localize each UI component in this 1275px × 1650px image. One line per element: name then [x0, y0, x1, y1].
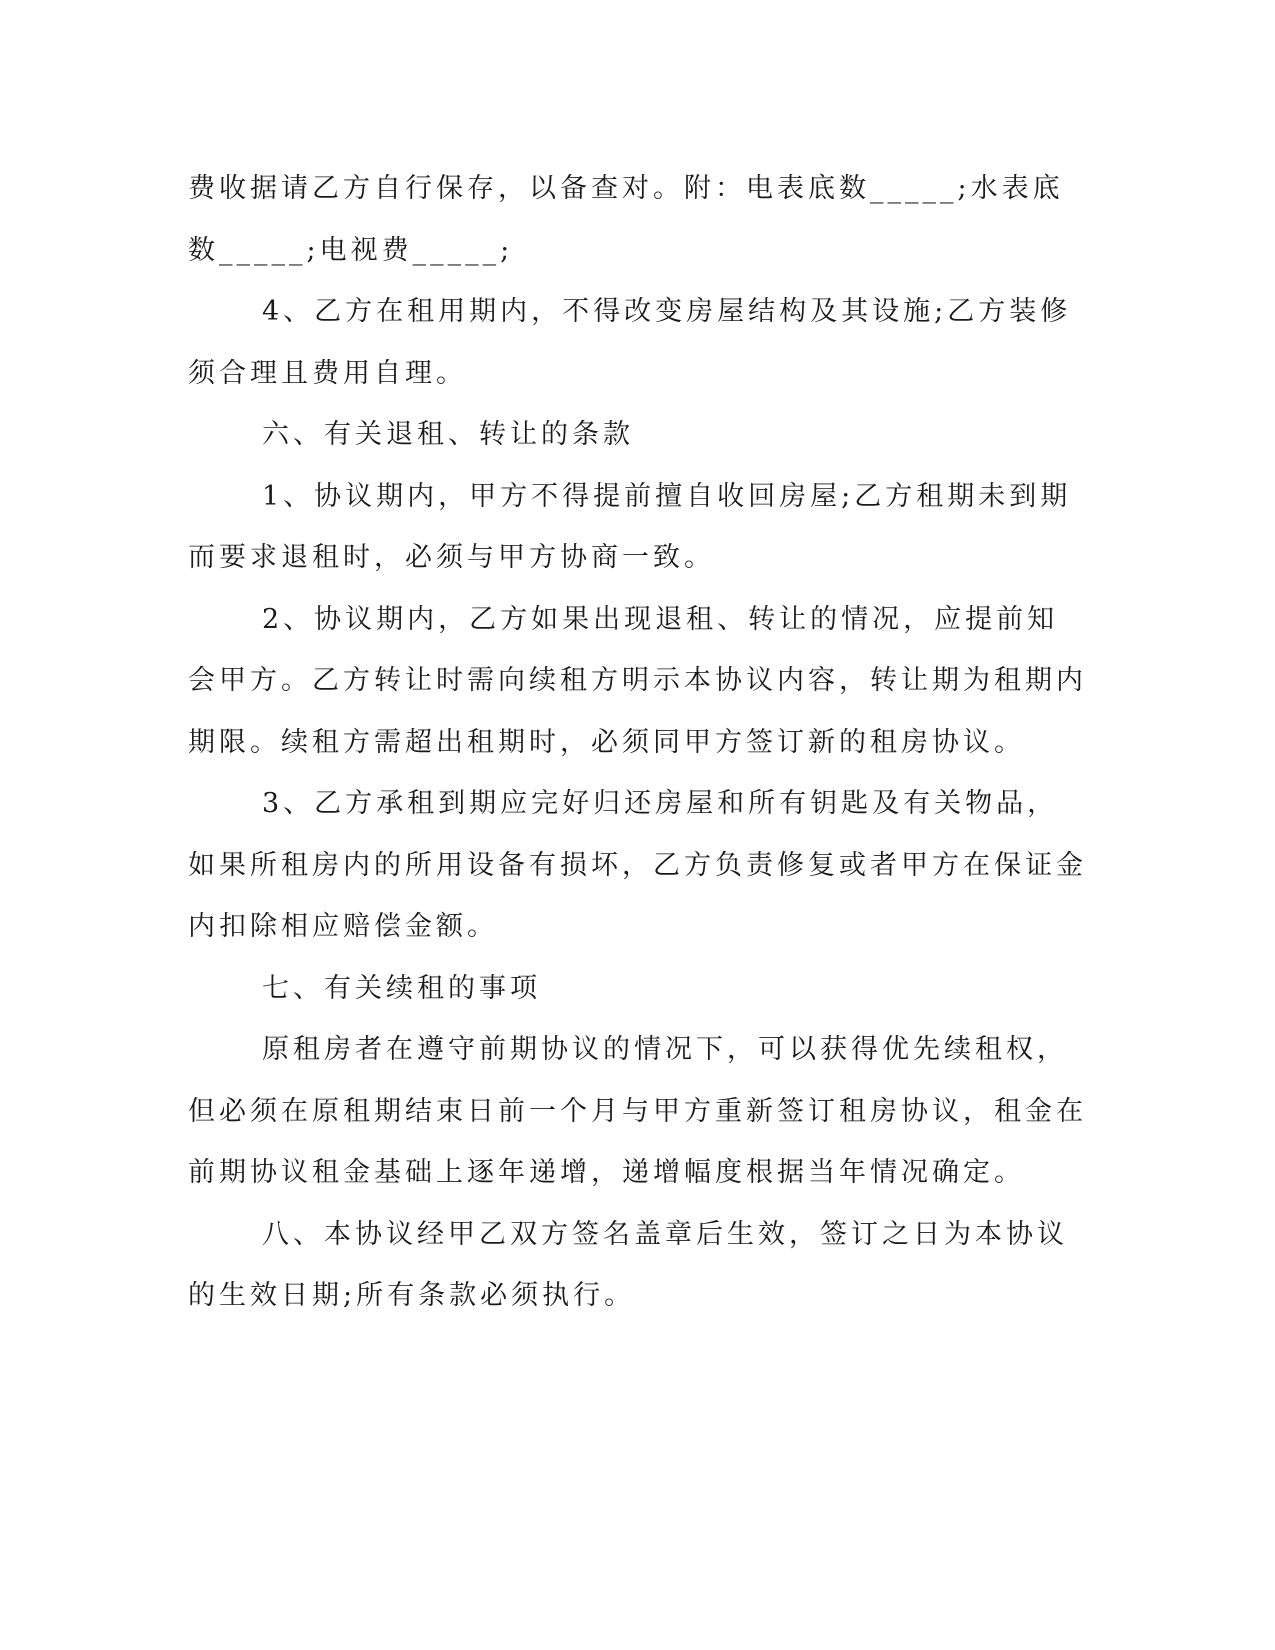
paragraph-clause-4-renovation: 4、乙方在租用期内，不得改变房屋结构及其设施;乙方装修须合理且费用自理。 [188, 296, 1072, 389]
document-body [188, 158, 1088, 1327]
paragraph-termination-clause-3: 3、乙方承租到期应完好归还房屋和所有钥匙及有关物品，如果所租房内的所用设备有损坏，乙方负责修复或者甲方在保证金内扣除相应赔偿金额。 [188, 788, 1087, 942]
paragraph-termination-clause-2: 2、协议期内，乙方如果出现退租、转让的情况，应提前知会甲方。乙方转让时需向续租方明示本协议内容，转让期为租期内期限。续租方需超出租期时，必须同甲方签订新的租房协议。 [188, 603, 1087, 758]
section-heading-renewal: 七、有关续租的事项 [262, 972, 541, 1004]
paragraph-effective-date: 八、本协议经甲乙双方签名盖章后生效，签订之日为本协议的生效日期;所有条款必须执行。 [188, 1218, 1068, 1311]
section-heading-termination: 六、有关退租、转让的条款 [262, 419, 634, 450]
paragraph-renewal-terms: 原租房者在遵守前期协议的情况下，可以获得优先续租权，但必须在原租期结束日前一个月与甲方重新签订租房协议，租金在前期协议租金基础上逐年递增，递增幅度根据当年情况确定。 [188, 1034, 1087, 1188]
paragraph-utility-readings: 费收据请乙方自行保存，以备查对。附：电表底数_____;水表底数_____;电视费_____; [188, 173, 1064, 266]
paragraph-termination-clause-1: 1、协议期内，甲方不得提前擅自收回房屋;乙方租期未到期而要求退租时，必须与甲方协商一致。 [188, 480, 1072, 573]
